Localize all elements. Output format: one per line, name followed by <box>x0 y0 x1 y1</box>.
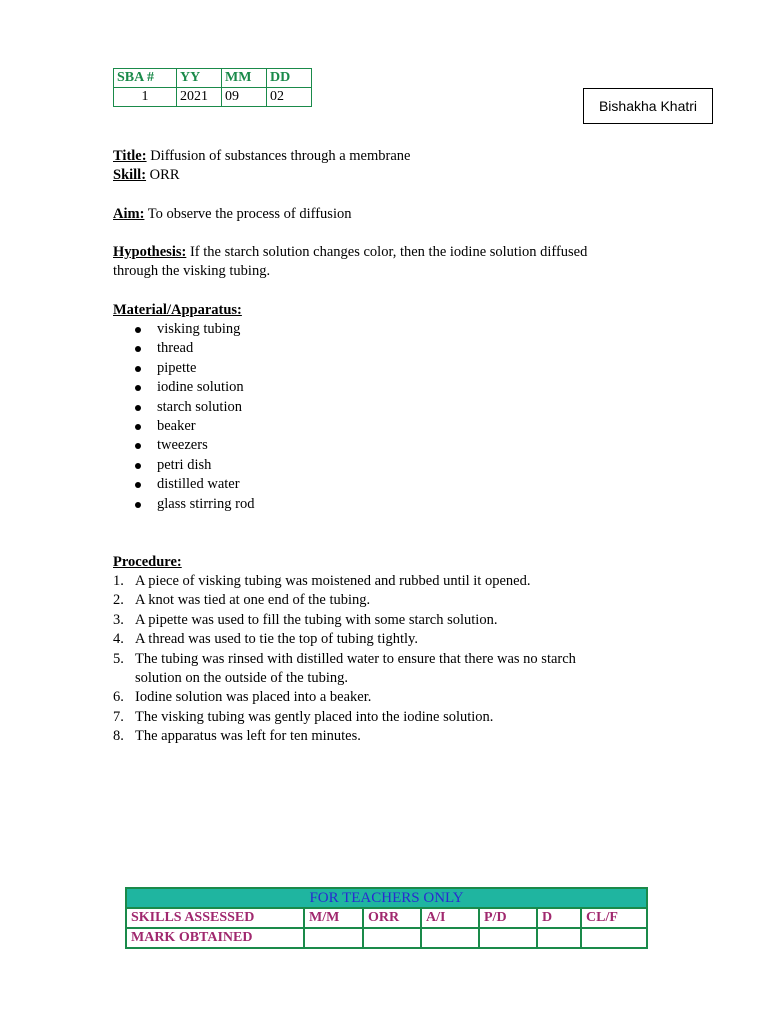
skills-assessed-row <box>126 908 647 928</box>
hypothesis-text-1: If the starch solution changes color, then the iodine solution diffused <box>186 244 588 260</box>
procedure-list <box>113 572 673 747</box>
mark-cell-pd[interactable] <box>479 928 537 948</box>
materials-heading: Material/Apparatus: <box>113 302 242 318</box>
step-number: 1. <box>113 573 124 589</box>
skill-col-pd: P/D <box>479 908 537 928</box>
list-item: thread <box>135 339 254 358</box>
materials-heading-line <box>113 301 242 320</box>
materials-list <box>135 320 254 514</box>
list-item: distilled water <box>135 475 254 494</box>
list-item: starch solution <box>135 398 254 417</box>
procedure-step <box>113 611 673 630</box>
skill-col-clf: CL/F <box>581 908 647 928</box>
step-text: A piece of visking tubing was moistened and rubbed until it opened. <box>135 573 531 589</box>
aim-label: Aim: <box>113 206 145 222</box>
hypothesis-line-2: through the visking tubing. <box>113 263 271 279</box>
procedure-step <box>113 591 673 610</box>
sba-header-mm: MM <box>222 69 267 88</box>
step-number: 2. <box>113 592 124 609</box>
list-item: glass stirring rod <box>135 495 254 514</box>
step-text: A pipette was used to fill the tubing with some starch solution. <box>135 611 498 628</box>
skill-col-d: D <box>537 908 581 928</box>
procedure-heading-line <box>113 553 182 572</box>
sba-value-dd: 02 <box>267 88 312 107</box>
skill-col-ai: A/I <box>421 908 479 928</box>
list-item: tweezers <box>135 436 254 455</box>
mark-cell-ai[interactable] <box>421 928 479 948</box>
skill-col-orr: ORR <box>363 908 421 928</box>
mark-cell-clf[interactable] <box>581 928 647 948</box>
step-text: The tubing was rinsed with distilled water to ensure that there was no starch <box>135 650 576 667</box>
mark-obtained-label: MARK OBTAINED <box>126 928 304 948</box>
procedure-step <box>113 572 673 591</box>
list-item: beaker <box>135 417 254 436</box>
teachers-header: FOR TEACHERS ONLY <box>126 888 647 908</box>
sba-value-mm: 09 <box>222 88 267 107</box>
sba-header-sba: SBA # <box>114 69 177 88</box>
list-item: visking tubing <box>135 320 254 339</box>
list-item: iodine solution <box>135 378 254 397</box>
procedure-heading: Procedure: <box>113 554 182 570</box>
skill-text: ORR <box>146 167 180 183</box>
aim-line <box>113 205 351 224</box>
title-label: Title: <box>113 148 147 164</box>
step-text: A knot was tied at one end of the tubing. <box>135 592 371 609</box>
skill-line <box>113 166 180 185</box>
mark-cell-orr[interactable] <box>363 928 421 948</box>
teachers-header-row <box>126 888 647 908</box>
step-number: 7. <box>113 708 124 725</box>
skill-col-mm: M/M <box>304 908 363 928</box>
procedure-step <box>113 727 673 746</box>
step-text: The visking tubing was gently placed into the iodine solution. <box>135 708 494 725</box>
step-text: The apparatus was left for ten minutes. <box>135 728 361 745</box>
step-number: 6. <box>113 689 124 706</box>
sba-header-row <box>114 69 312 88</box>
mark-cell-d[interactable] <box>537 928 581 948</box>
step-text: Iodine solution was placed into a beaker. <box>135 689 372 706</box>
mark-cell-mm[interactable] <box>304 928 363 948</box>
list-item: petri dish <box>135 456 254 475</box>
skills-assessed-label: SKILLS ASSESSED <box>126 908 304 928</box>
teachers-only-table <box>125 887 648 949</box>
step-number: 5. <box>113 650 124 667</box>
hypothesis-line <box>113 243 587 262</box>
procedure-step <box>113 650 673 689</box>
step-text-continued: solution on the outside of the tubing. <box>135 670 349 687</box>
sba-value-yy: 2021 <box>177 88 222 107</box>
hypothesis-label: Hypothesis: <box>113 244 187 260</box>
sba-header-yy: YY <box>177 69 222 88</box>
mark-obtained-row <box>126 928 647 948</box>
skill-label: Skill: <box>113 167 147 183</box>
sba-values-row <box>114 88 312 107</box>
student-name: Bishakha Khatri <box>598 98 698 114</box>
title-line <box>113 147 410 166</box>
step-number: 3. <box>113 611 124 628</box>
student-name-box <box>583 88 713 124</box>
procedure-step <box>113 708 673 727</box>
list-item: pipette <box>135 359 254 378</box>
sba-value-sba: 1 <box>114 88 177 107</box>
title-text: Diffusion of substances through a membrane <box>146 148 411 164</box>
step-number: 8. <box>113 728 124 745</box>
aim-text: To observe the process of diffusion <box>144 206 352 222</box>
step-text: A thread was used to tie the top of tubing tightly. <box>135 631 418 648</box>
step-number: 4. <box>113 631 124 648</box>
procedure-step <box>113 688 673 707</box>
sba-header-dd: DD <box>267 69 312 88</box>
sba-table <box>113 68 312 107</box>
procedure-step <box>113 630 673 649</box>
